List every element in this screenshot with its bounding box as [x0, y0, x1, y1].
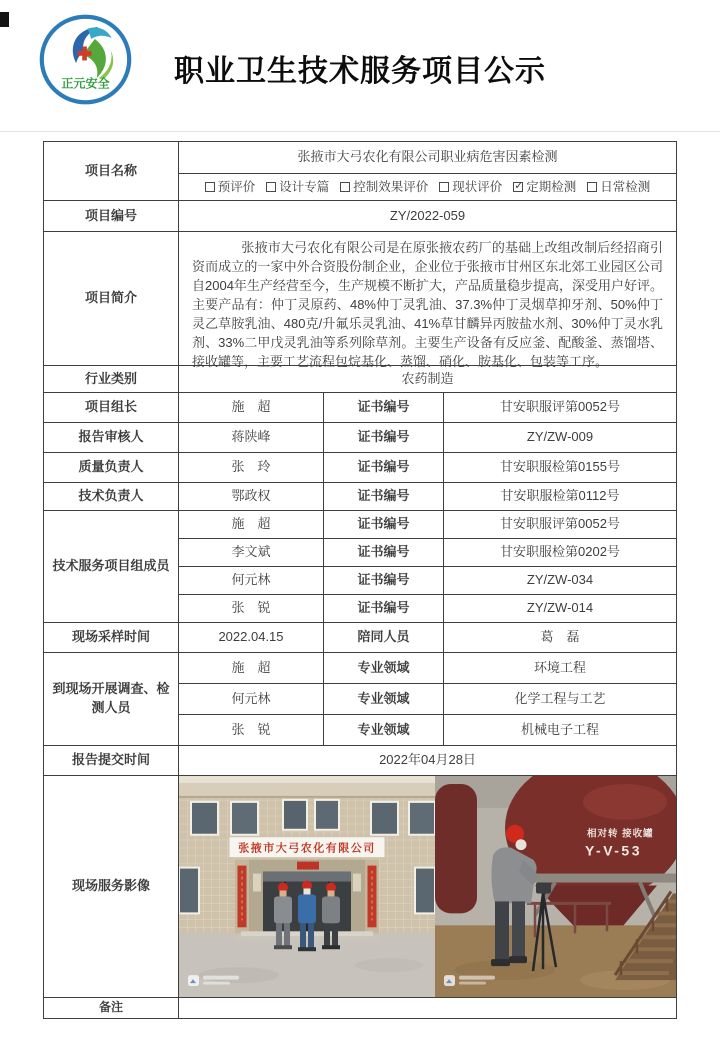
label-cert-no: 证书编号	[324, 393, 444, 423]
row-investigators	[44, 653, 676, 746]
value-member-cert: 甘安职服评第0052号	[444, 511, 676, 539]
label-remark: 备注	[44, 998, 179, 1018]
page-title: 职业卫生技术服务项目公示	[174, 55, 546, 88]
label-project-name: 项目名称	[44, 142, 179, 201]
checkbox-icon	[266, 182, 276, 192]
checkbox-label: 现状评价	[452, 179, 503, 194]
checkbox-control-effect	[340, 178, 428, 196]
service-photos	[179, 776, 676, 998]
row-report-reviewer	[44, 423, 676, 453]
value-investigator-name: 何元林	[179, 684, 324, 715]
label-specialty: 专业领域	[324, 684, 444, 715]
checkbox-design-chapter	[266, 178, 329, 196]
row-industry	[44, 366, 676, 393]
checkbox-icon	[513, 182, 523, 192]
checkbox-icon	[205, 182, 215, 192]
label-cert-no: 证书编号	[324, 567, 444, 595]
logo-text: 正元安全	[61, 76, 110, 91]
row-project-name	[44, 142, 676, 201]
value-member-name: 何元林	[179, 567, 324, 595]
service-type-checkboxes	[179, 174, 676, 201]
row-report-time	[44, 746, 676, 776]
value-leader-name: 施 超	[179, 393, 324, 423]
value-tech-name: 鄂政权	[179, 483, 324, 511]
checkbox-icon	[340, 182, 350, 192]
header-divider	[0, 131, 720, 132]
scan-artifact	[0, 12, 9, 27]
label-cert-no: 证书编号	[324, 539, 444, 567]
checkbox-label: 日常检测	[600, 179, 651, 194]
value-reviewer-cert: ZY/ZW-009	[444, 423, 676, 453]
entrance-red-sign	[297, 862, 319, 870]
value-intro: 张掖市大弓农化有限公司是在原张掖农药厂的基础上改组改制后经招商引资而成立的一家中外合资股份制企业，企业位于张掖市甘州区东北郊工业园区公司自2004年生产经营至今，生产规模不断扩大，产品质量稳步提高，深受用户好评。主要产品有：仲丁灵原药、48%仲丁灵乳油、37.3%仲丁灵烟草抑牙剂、50%仲丁灵乙草胺乳油、480克/升氟乐灵乳油、41%草甘麟异丙胺盐水剂、30%仲丁灵水乳剂、33%二甲戊灵乳油等系列除草剂。主要生产设备有反应釜、配酸釜、蒸馏塔、接收罐等，主要工艺流程包烷基化、蒸馏、硝化、胺基化、包装等工序。	[179, 232, 676, 366]
building-sign-text: 张掖市大弓农化有限公司	[238, 842, 376, 855]
value-member-cert: ZY/ZW-014	[444, 595, 676, 623]
value-leader-cert: 甘安职服评第0052号	[444, 393, 676, 423]
tank-label-line1: 相对转 接收罐	[587, 828, 654, 840]
label-cert-no: 证书编号	[324, 453, 444, 483]
label-cert-no: 证书编号	[324, 483, 444, 511]
value-quality-name: 张 玲	[179, 453, 324, 483]
value-reviewer-name: 蒋陕峰	[179, 423, 324, 453]
value-report-time: 2022年04月28日	[179, 746, 676, 776]
row-intro	[44, 232, 676, 369]
label-cert-no: 证书编号	[324, 423, 444, 453]
value-member-name: 张 锐	[179, 595, 324, 623]
value-quality-cert: 甘安职服检第0155号	[444, 453, 676, 483]
value-tech-cert: 甘安职服检第0112号	[444, 483, 676, 511]
value-sampling-date: 2022.04.15	[179, 623, 324, 653]
checkbox-status-evaluation	[439, 178, 502, 196]
label-cert-no: 证书编号	[324, 595, 444, 623]
label-quality-manager: 质量负责人	[44, 453, 179, 483]
checkbox-label: 设计专篇	[279, 179, 330, 194]
value-project-no: ZY/2022-059	[179, 201, 676, 232]
row-quality-manager	[44, 453, 676, 483]
checkbox-pre-evaluation	[205, 178, 256, 196]
tank-photo	[435, 776, 676, 997]
label-intro: 项目简介	[44, 232, 179, 366]
label-tech-manager: 技术负责人	[44, 483, 179, 511]
value-companion-name: 葛 磊	[444, 623, 676, 653]
value-specialty: 机械电子工程	[444, 715, 676, 746]
value-member-name: 李文斌	[179, 539, 324, 567]
checkbox-label: 预评价	[217, 179, 256, 194]
value-member-cert: 甘安职服检第0202号	[444, 539, 676, 567]
label-specialty: 专业领域	[324, 715, 444, 746]
value-member-cert: ZY/ZW-034	[444, 567, 676, 595]
tank-label-line2: Y-V-53	[585, 842, 642, 859]
label-companion: 陪同人员	[324, 623, 444, 653]
checkbox-icon	[587, 182, 597, 192]
building-photo	[179, 776, 435, 997]
checkbox-label: 控制效果评价	[353, 179, 429, 194]
label-project-no: 项目编号	[44, 201, 179, 232]
value-industry: 农药制造	[179, 366, 676, 393]
label-sampling-time: 现场采样时间	[44, 623, 179, 653]
label-team-members: 技术服务项目组成员	[44, 511, 179, 623]
value-specialty: 环境工程	[444, 653, 676, 684]
value-specialty: 化学工程与工艺	[444, 684, 676, 715]
checkbox-daily-detection	[587, 178, 650, 196]
label-service-photos: 现场服务影像	[44, 776, 179, 998]
checkbox-icon	[439, 182, 449, 192]
label-report-reviewer: 报告审核人	[44, 423, 179, 453]
checkbox-periodic-detection	[513, 178, 576, 196]
label-cert-no: 证书编号	[324, 511, 444, 539]
value-project-name: 张掖市大弓农化有限公司职业病危害因素检测	[179, 142, 676, 174]
value-member-name: 施 超	[179, 511, 324, 539]
project-table	[43, 141, 677, 1019]
label-specialty: 专业领域	[324, 653, 444, 684]
row-remark	[44, 998, 676, 1018]
value-remark	[179, 998, 676, 1018]
checkbox-label: 定期检测	[526, 179, 577, 194]
value-investigator-name: 施 超	[179, 653, 324, 684]
row-sampling-time	[44, 623, 676, 653]
label-industry: 行业类别	[44, 366, 179, 393]
label-investigators: 到现场开展调查、检测人员	[44, 653, 179, 746]
row-project-leader	[44, 393, 676, 423]
label-project-leader: 项目组长	[44, 393, 179, 423]
value-investigator-name: 张 锐	[179, 715, 324, 746]
row-service-photos	[44, 776, 676, 998]
row-tech-manager	[44, 483, 676, 511]
row-team-members	[44, 511, 676, 623]
row-project-no	[44, 201, 676, 232]
label-report-time: 报告提交时间	[44, 746, 179, 776]
